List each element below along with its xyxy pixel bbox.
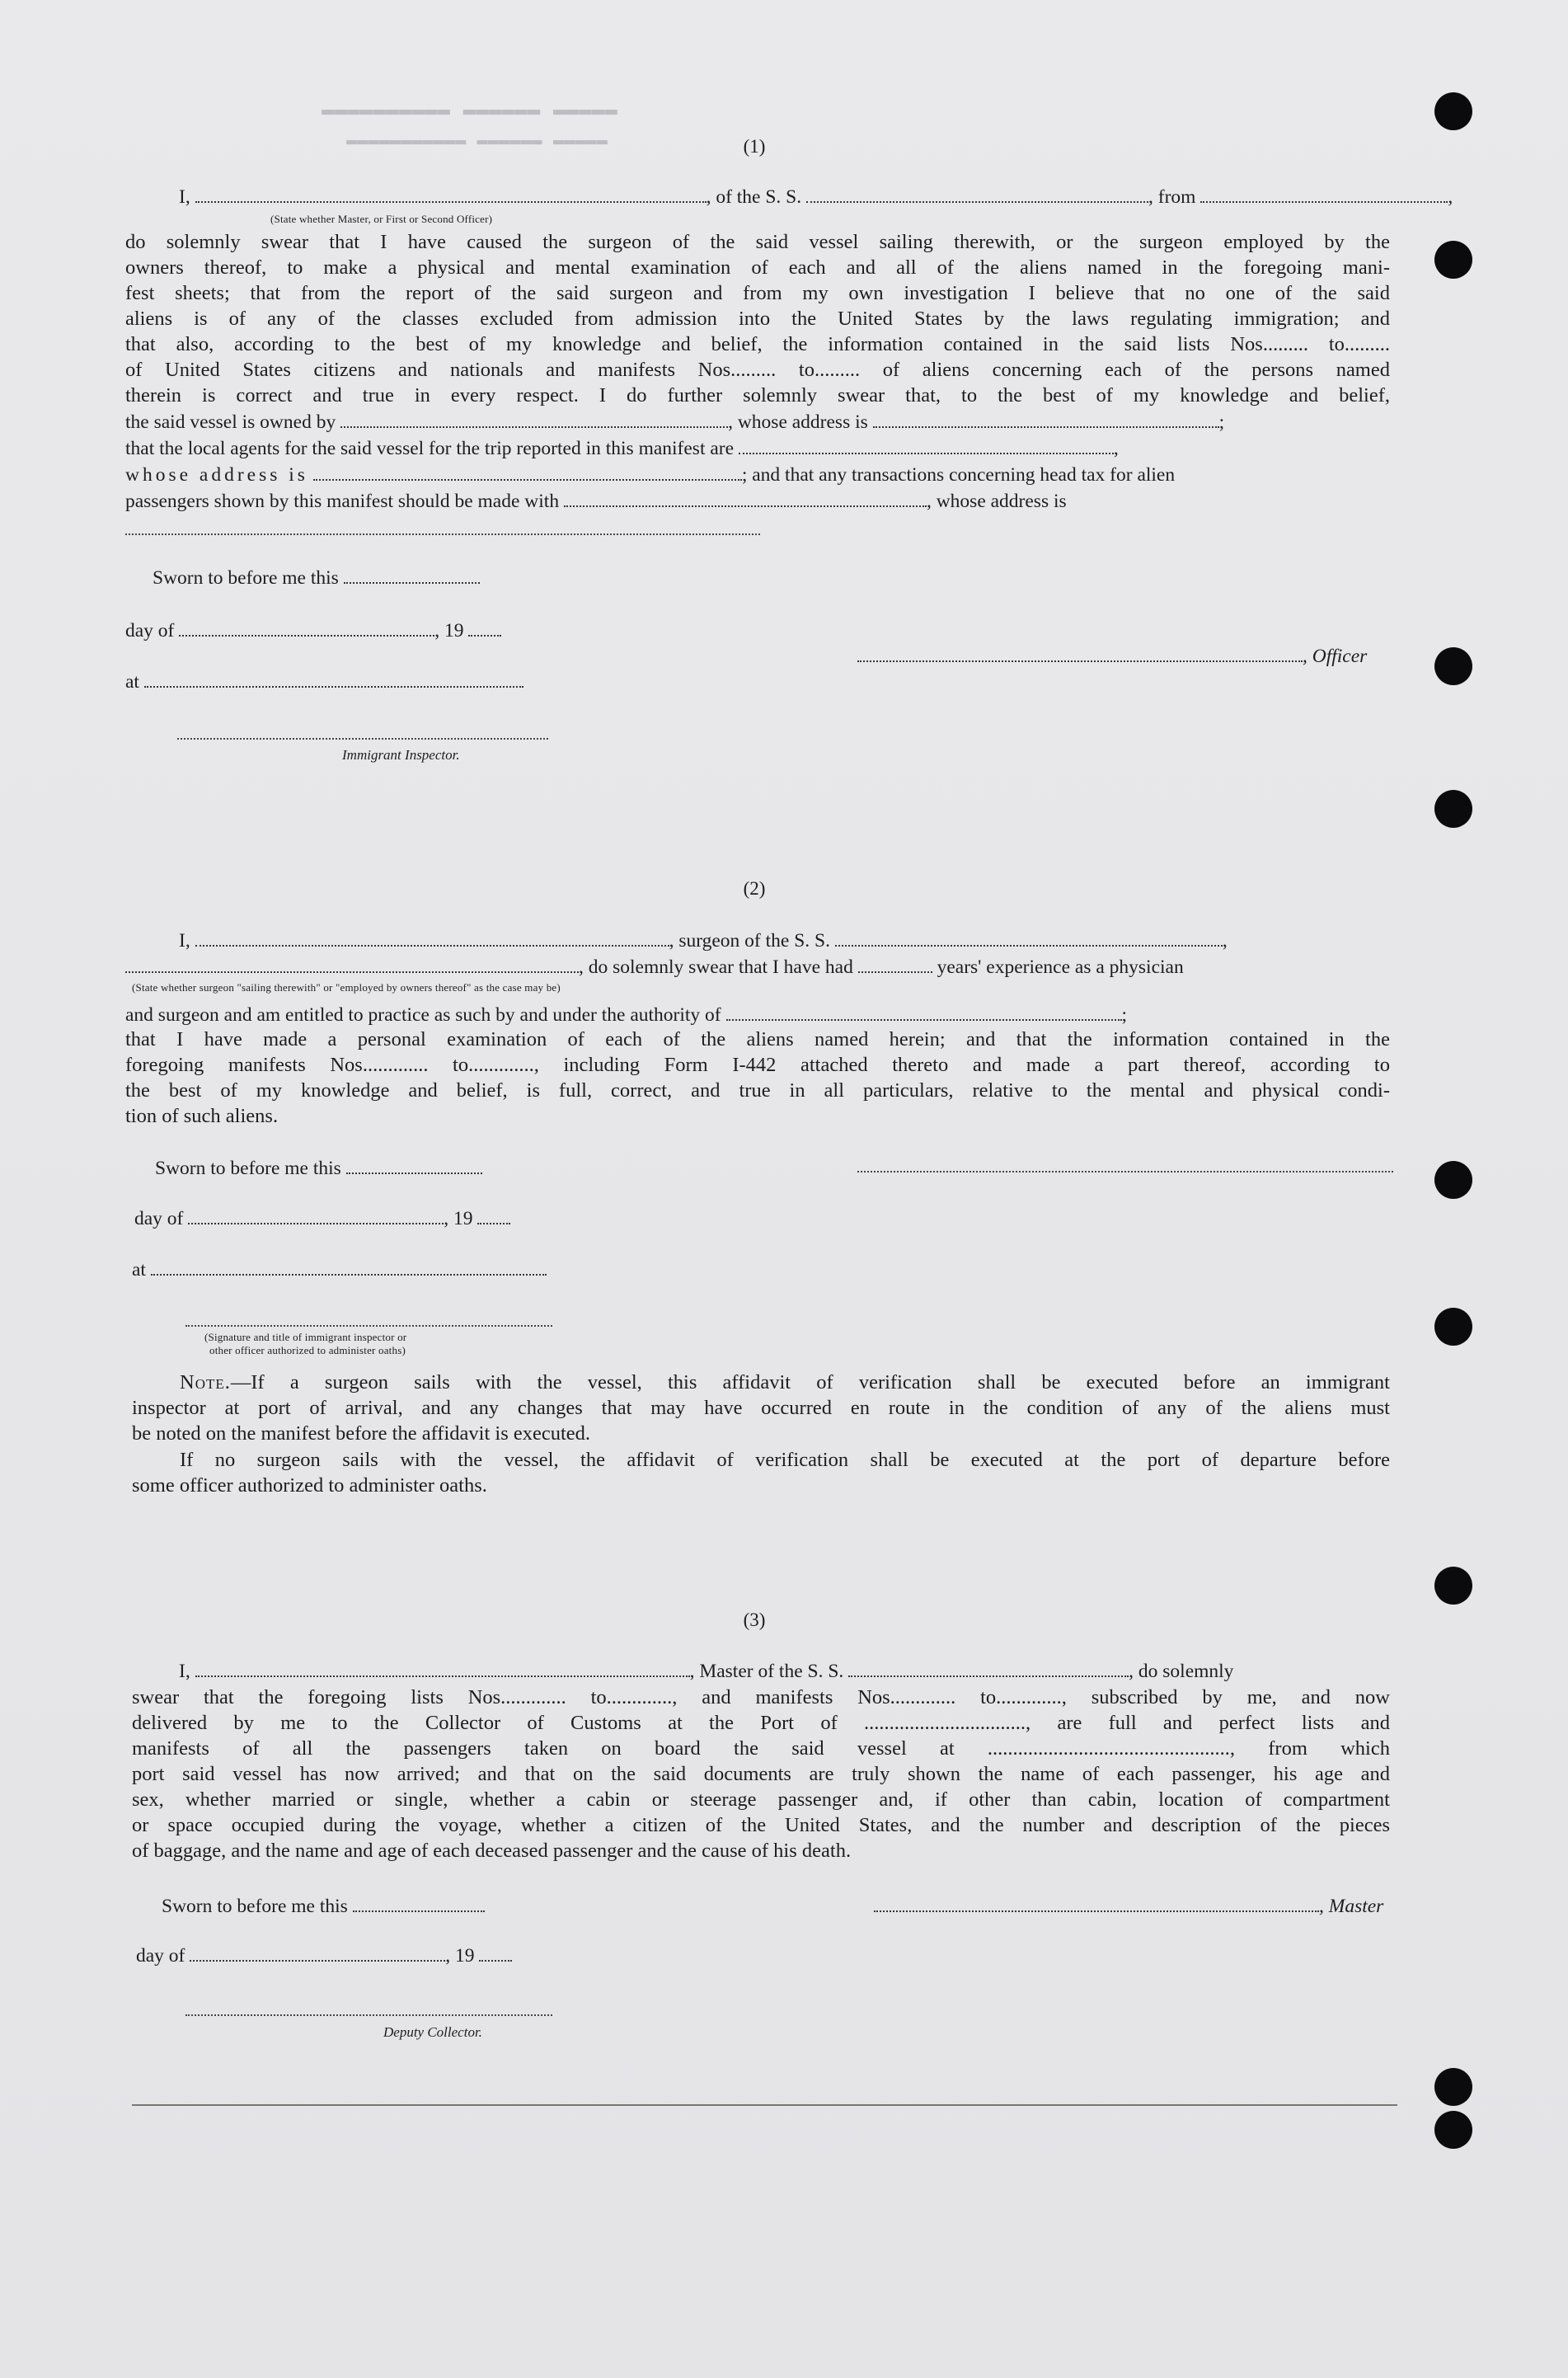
agents-address-line: whose address is ; and that any transactions concerning head tax for alien	[125, 464, 1176, 486]
paragraph-line: aliens is of any of the classes excluded from admission into the United States by the laws regulating immigration; and	[125, 308, 1390, 330]
year-field[interactable]	[479, 1945, 512, 1962]
paragraph-line: do solemnly swear that I have caused the surgeon of the said vessel sailing therewith, or the surgeon employed by the	[125, 231, 1390, 253]
punch-hole	[1434, 1161, 1472, 1199]
punch-hole	[1434, 2068, 1472, 2106]
surgeon-status-field[interactable]	[125, 956, 579, 973]
section-2-caption: (State whether surgeon "sailing therewith" or "employed by owners thereof" as the case may be)	[132, 981, 561, 994]
punch-hole	[1434, 1567, 1472, 1605]
years-experience-field[interactable]	[858, 956, 932, 973]
section-3-sworn-line: Sworn to before me this	[162, 1894, 485, 1919]
signature-caption: other officer authorized to administer oaths)	[209, 1344, 406, 1356]
paragraph-line: the best of my knowledge and belief, is full, correct, and true in all particulars, relative to the mental and physical condi-	[125, 1079, 1390, 1102]
paragraph-line: delivered by me to the Collector of Customs at the Port of ................................, are full and perfect lists and	[132, 1712, 1390, 1734]
section-1-officer-line: , Officer	[857, 644, 1367, 669]
sworn-date-field[interactable]	[344, 567, 480, 584]
agents-address-field[interactable]	[313, 464, 742, 481]
bleed-through-text: ▬▬▬▬▬ ▬▬▬▬▬▬ ▬▬▬▬▬▬▬▬▬▬▬	[346, 130, 608, 151]
paragraph-line: of United States citizens and nationals and manifests Nos......... to......... of aliens concerning each of the persons named	[125, 359, 1390, 381]
agents-field[interactable]	[739, 438, 1114, 454]
paragraph-line: owners thereof, to make a physical and mental examination of each and all of the aliens named in the foregoing mani-	[125, 256, 1390, 279]
note-line: be noted on the manifest before the affidavit is executed.	[132, 1422, 591, 1445]
section-2-sworn-line: Sworn to before me this	[155, 1156, 482, 1181]
punch-hole	[1434, 790, 1472, 828]
section-3-first-line: I, , Master of the S. S. , do solemnly	[179, 1661, 1234, 1682]
inspector-signature-field[interactable]	[177, 738, 548, 740]
surgeon-signature-field[interactable]	[857, 1171, 1393, 1173]
paragraph-line: tion of such aliens.	[125, 1105, 279, 1127]
passengers-line: passengers shown by this manifest should be made with , whose address is	[125, 491, 1067, 512]
section-1-day-line: day of , 19	[125, 618, 501, 643]
sworn-date-field[interactable]	[346, 1158, 482, 1174]
paragraph-line: swear that the foregoing lists Nos............. to............., and manifests Nos............. to............., subscribed by me, and now	[132, 1686, 1390, 1708]
head-tax-contact-field[interactable]	[564, 491, 927, 507]
officer-signature-field[interactable]	[185, 1325, 552, 1327]
master-name-field[interactable]	[195, 186, 707, 203]
day-month-field[interactable]	[190, 1945, 445, 1962]
bleed-through-text: ▬▬▬▬▬ ▬▬▬▬▬▬ ▬▬▬▬▬▬▬▬▬▬	[322, 97, 617, 122]
section-1-number: (1)	[743, 136, 766, 157]
collector-caption: Deputy Collector.	[383, 2024, 482, 2040]
paragraph-line: manifests of all the passengers taken on board the said vessel at ................................................, from which	[132, 1737, 1390, 1760]
signature-caption: (Signature and title of immigrant inspector or	[204, 1331, 407, 1343]
note-line: If no surgeon sails with the vessel, the affidavit of verification shall be executed at the port of departure before	[180, 1449, 1390, 1471]
punch-hole	[1434, 92, 1472, 130]
master-name-field[interactable]	[195, 1661, 690, 1677]
section-2-day-line: day of , 19	[134, 1206, 510, 1231]
day-month-field[interactable]	[179, 620, 434, 637]
section-1-caption: (State whether Master, or First or Second Officer)	[270, 213, 493, 225]
section-1-first-line: I, , of the S. S. , from ,	[179, 186, 1453, 208]
section-1-at-line: at	[125, 670, 523, 694]
at-place-field[interactable]	[151, 1259, 547, 1276]
paragraph-line: therein is correct and true in every respect. I do further solemnly swear that, to the best of my knowledge and belief,	[125, 384, 1390, 407]
punch-hole	[1434, 647, 1472, 685]
bottom-divider	[132, 2104, 1397, 2106]
paragraph-line: that also, according to the best of my knowledge and belief, the information contained in the said lists Nos......... to.........	[125, 333, 1390, 355]
officer-signature-field[interactable]	[857, 646, 1303, 662]
punch-hole	[1434, 241, 1472, 279]
section-3-number: (3)	[743, 1610, 766, 1630]
punch-hole	[1434, 2111, 1472, 2149]
paragraph-line: or space occupied during the voyage, whether a citizen of the United States, and the number and description of the pieces	[132, 1814, 1390, 1836]
note-line: some officer authorized to administer oaths.	[132, 1474, 487, 1497]
paragraph-line: fest sheets; that from the report of the said surgeon and from my own investigation I believe that no one of the said	[125, 282, 1390, 304]
note-line: Note.—If a surgeon sails with the vessel, this affidavit of verification shall be executed before an immigrant	[180, 1371, 1390, 1393]
authority-field[interactable]	[726, 1004, 1122, 1021]
note-line: inspector at port of arrival, and any changes that may have occurred en route in the condition of any of the aliens must	[132, 1397, 1390, 1419]
day-month-field[interactable]	[188, 1208, 444, 1224]
punch-hole	[1434, 1308, 1472, 1346]
section-3-master-line: , Master	[874, 1894, 1383, 1919]
paragraph-line: that I have made a personal examination of each of the aliens named herein; and that the information contained in the	[125, 1028, 1390, 1050]
address-continuation-field[interactable]	[125, 533, 760, 535]
agents-line: that the local agents for the said vessel for the trip reported in this manifest are ,	[125, 438, 1119, 459]
from-port-field[interactable]	[1200, 186, 1448, 203]
vessel-name-field[interactable]	[848, 1661, 1129, 1677]
at-place-field[interactable]	[144, 671, 523, 688]
paragraph-line: sex, whether married or single, whether a cabin or steerage passenger and, if other than cabin, location of compartment	[132, 1788, 1390, 1811]
paragraph-line: foregoing manifests Nos............. to............., including Form I-442 attached thereto and made a part thereof, according to	[125, 1054, 1390, 1076]
surgeon-vessel-field[interactable]	[835, 930, 1223, 947]
year-field[interactable]	[477, 1208, 510, 1224]
sworn-date-field[interactable]	[353, 1896, 485, 1912]
collector-signature-field[interactable]	[185, 2014, 552, 2016]
section-1-sworn-line: Sworn to before me this	[153, 566, 480, 590]
section-2-number: (2)	[743, 878, 766, 899]
master-signature-field[interactable]	[874, 1896, 1319, 1912]
owner-address-field[interactable]	[873, 411, 1219, 428]
section-2-first-line: I, , surgeon of the S. S. ,	[179, 930, 1228, 952]
owner-field[interactable]	[340, 411, 728, 428]
paragraph-line: port said vessel has now arrived; and that on the said documents are truly shown the name of each passenger, his age and	[132, 1763, 1390, 1785]
authority-line: and surgeon and am entitled to practice as such by and under the authority of ;	[125, 1004, 1128, 1026]
paragraph-line: of baggage, and the name and age of each deceased passenger and the cause of his death.	[132, 1840, 852, 1862]
section-2-at-line: at	[132, 1257, 547, 1282]
section-3-day-line: day of , 19	[136, 1943, 512, 1968]
owned-by-line: the said vessel is owned by , whose address is ;	[125, 411, 1225, 433]
year-field[interactable]	[468, 620, 501, 637]
section-2-second-line: , do solemnly swear that I have had years' experience as a physician	[125, 955, 1184, 980]
vessel-name-field[interactable]	[806, 186, 1148, 203]
surgeon-name-field[interactable]	[195, 930, 669, 947]
inspector-caption: Immigrant Inspector.	[342, 747, 460, 763]
